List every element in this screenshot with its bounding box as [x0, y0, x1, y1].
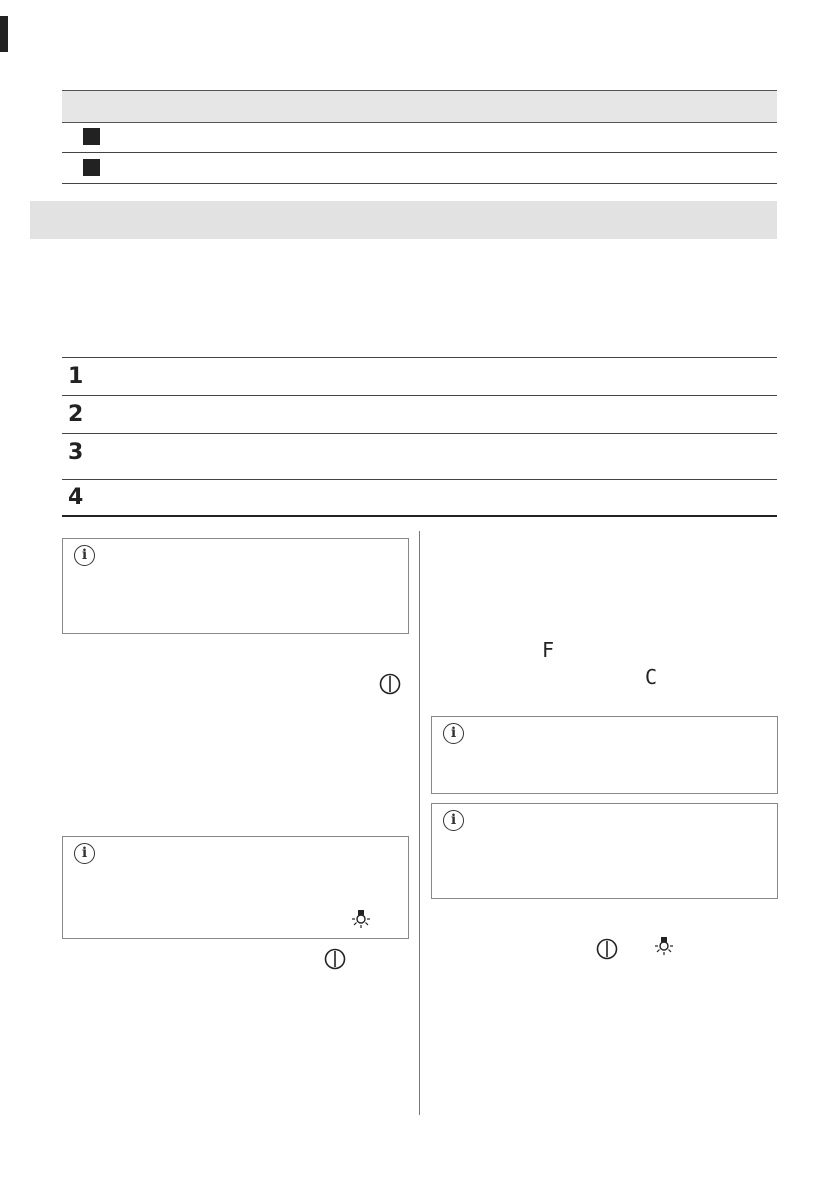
numbered-table-bottom-rule [62, 515, 777, 517]
power-icon [378, 672, 402, 696]
info-note-box [62, 538, 409, 634]
fahrenheit-display-symbol: F [542, 638, 555, 662]
row-number-3: 3 [68, 440, 84, 465]
light-icon [350, 908, 372, 930]
power-icon [323, 947, 347, 971]
square-icon [83, 128, 100, 145]
info-note-box [431, 803, 778, 899]
row-number-2: 2 [68, 402, 84, 427]
info-note-box [62, 836, 409, 939]
info-icon: i [74, 545, 95, 566]
celsius-display-symbol: C [645, 665, 658, 689]
top-table-header [62, 90, 777, 123]
info-icon: i [443, 723, 464, 744]
table-row-divider [62, 152, 777, 153]
numbered-table-top-rule [62, 357, 777, 358]
info-note-box [431, 716, 778, 794]
info-icon: i [74, 843, 95, 864]
light-icon [653, 935, 675, 957]
square-icon [83, 159, 100, 176]
info-icon: i [443, 810, 464, 831]
page-edge-marker [0, 16, 8, 52]
column-divider [419, 531, 420, 1115]
row-number-1: 1 [68, 364, 84, 389]
numbered-table-divider [62, 395, 777, 396]
section-heading-bar [30, 201, 777, 239]
row-number-4: 4 [68, 485, 84, 510]
numbered-table-divider [62, 433, 777, 434]
power-icon [595, 937, 619, 961]
numbered-table-divider [62, 479, 777, 480]
table-bottom-rule [62, 183, 777, 184]
